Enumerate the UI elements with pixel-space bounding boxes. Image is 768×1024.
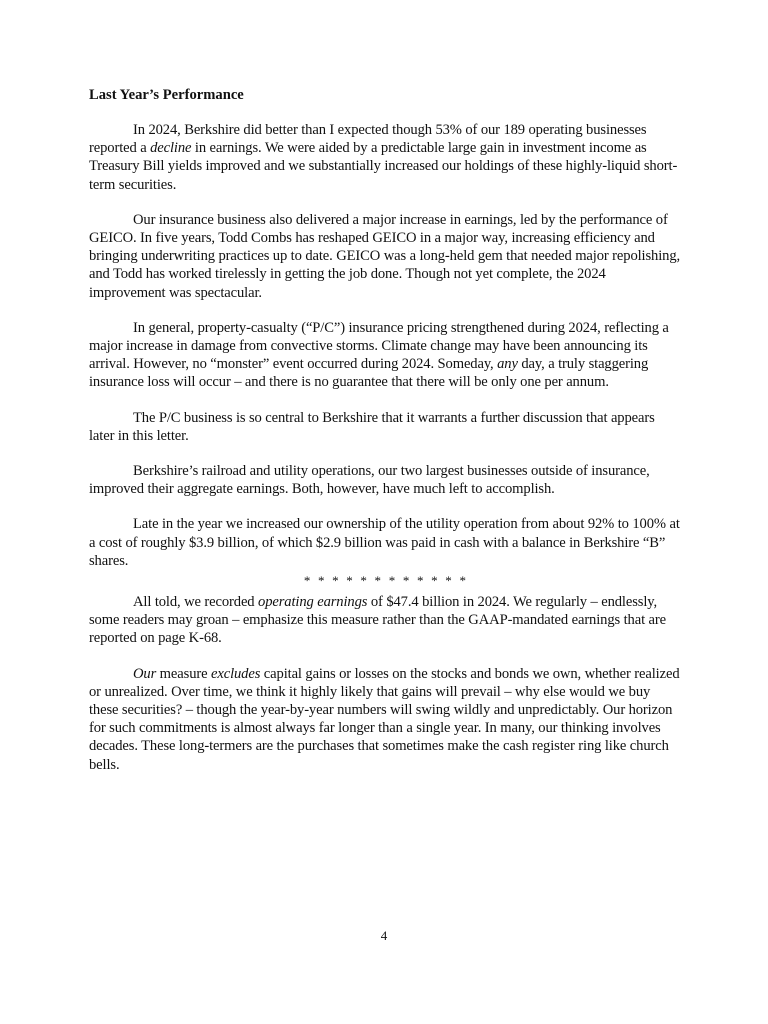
paragraph-pc-central: The P/C business is so central to Berkshire that it warrants a further discussion that appears later in this letter.: [89, 409, 655, 444]
paragraph-utility-ownership: Late in the year we increased our ownership of the utility operation from about 92% to 100% at a cost of roughly $3.9 billion, of which $2.9 billion was paid in cash with a balance in Berkshire “B” shares.: [89, 516, 680, 569]
section-heading: Last Year’s Performance: [89, 87, 244, 103]
paragraph-railroad-utility: Berkshire’s railroad and utility operations, our two largest businesses outside of insurance, improved their aggregate earnings. Both, however, have much left to accomplish.: [89, 463, 650, 498]
paragraph-insurance-geico: Our insurance business also delivered a major increase in earnings, led by the performance of GEICO. In five years, Todd Combs has reshaped GEICO in a major way, increasing efficiency and bringing underwriting practices up to date. GEICO was a long-held gem that needed major repolishing, and Todd has worked tirelessly in getting the job done. Though not yet complete, the 2024 improvement was spectacular.: [89, 211, 681, 301]
letter-page: [89, 86, 683, 791]
page-number: 4: [380, 928, 388, 943]
paragraph-earnings-overview: In 2024, Berkshire did better than I expected though 53% of our 189 operating businesses reported a decline in earnings. We were aided by a predictable large gain in investment income as Treasury Bill yields improved and we substantially increased our holdings of these highly-liquid short-term securities.: [89, 122, 678, 193]
paragraph-measure-excludes: Our measure excludes capital gains or losses on the stocks and bonds we own, whether realized or unrealized. Over time, we think it highly likely that gains will prevail – why else would we buy these securities? – though the year-by-year numbers will swing wildly and unpredictably. Our horizon for such commitments is almost always far longer than a single year. In many, our thinking involves decades. These long-termers are the purchases that sometimes make the cash register ring like church bells.: [89, 665, 680, 773]
paragraph-operating-earnings: All told, we recorded operating earnings of $47.4 billion in 2024. We regularly – endlessly, some readers may groan – emphasize this measure rather than the GAAP-mandated earnings that are reported on page K-68.: [89, 594, 666, 647]
asterisk-divider: * * * * * * * * * * * *: [303, 573, 469, 589]
paragraph-pc-pricing: In general, property-casualty (“P/C”) insurance pricing strengthened during 2024, reflecting a major increase in damage from convective storms. Climate change may have been announcing its arrival. However, no “monster” event occurred during 2024. Someday, any day, a truly staggering insurance loss will occur – and there is no guarantee that there will be only one per annum.: [89, 319, 669, 391]
